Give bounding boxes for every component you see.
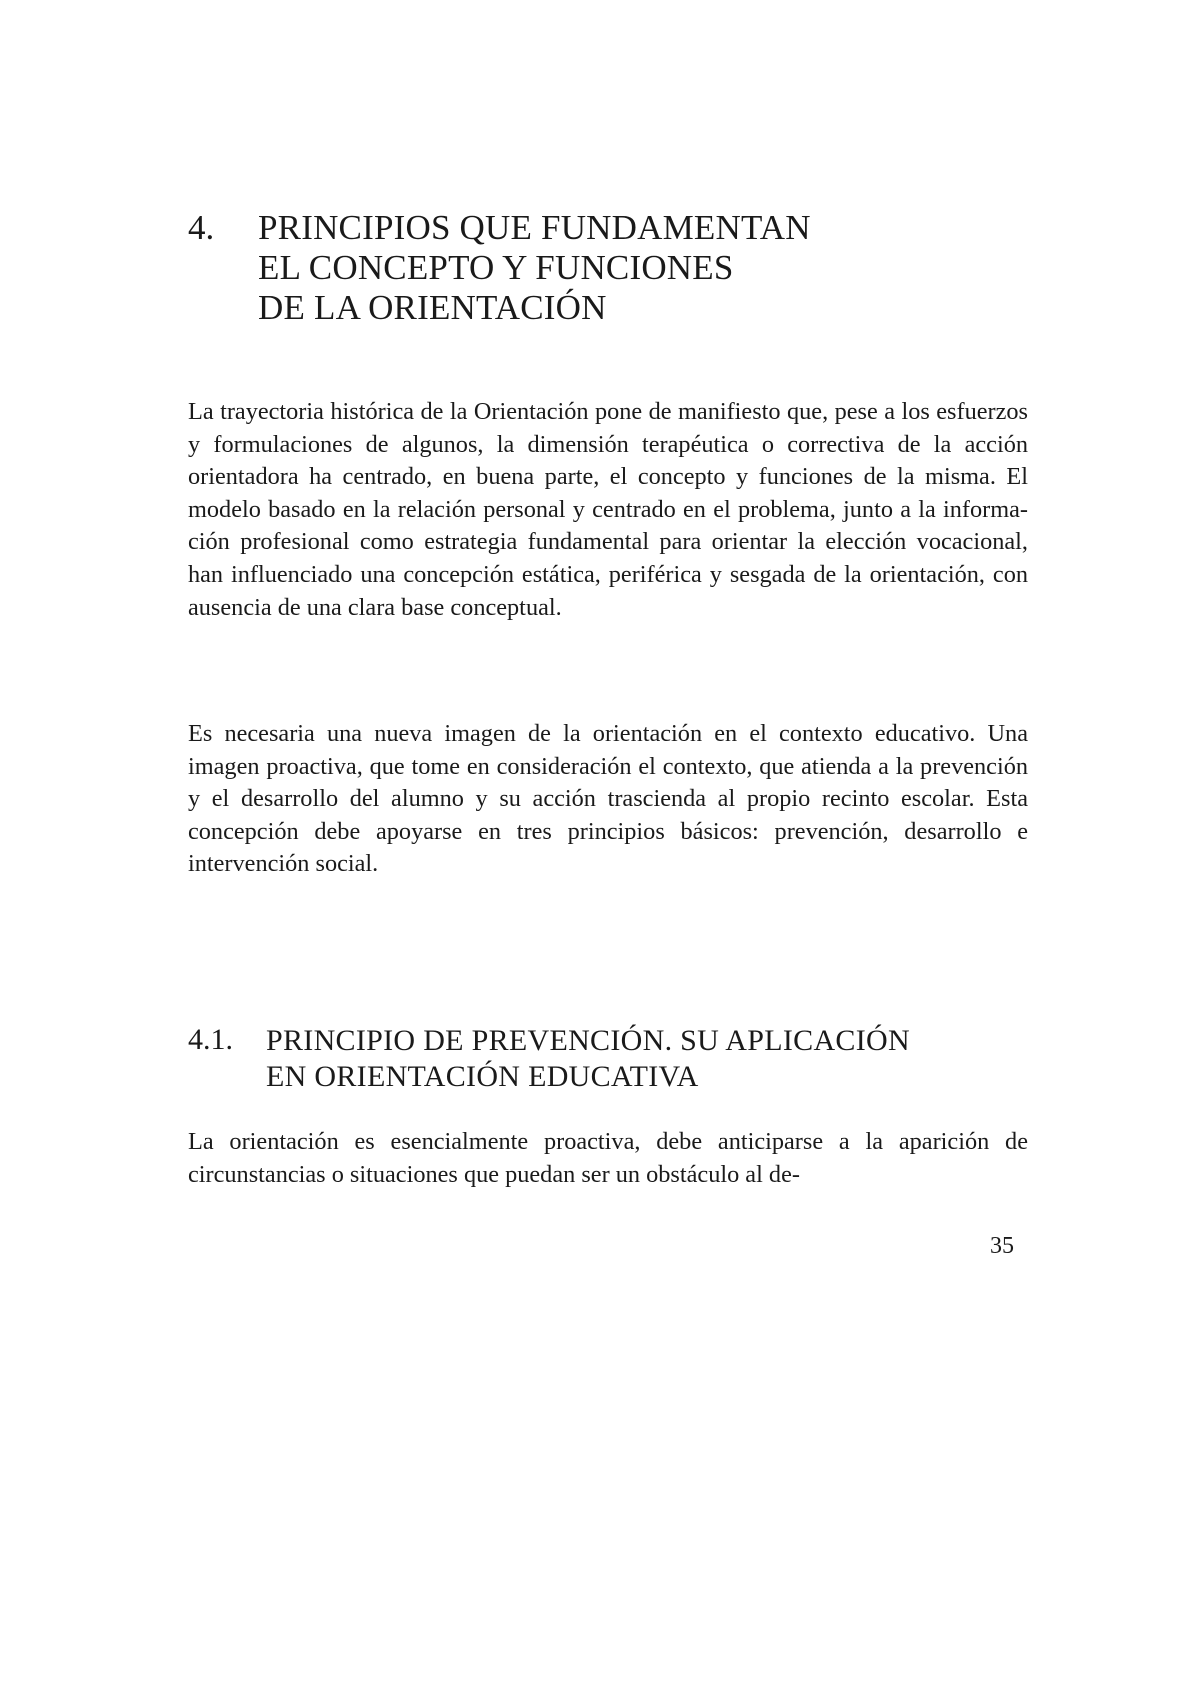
body-paragraph: Es necesaria una nueva imagen de la orientación en el contexto educativo. Una imagen proactiva, que tome en consideración el contexto, que atienda a la prevención y el desarrollo del alumno y su acción trascienda al propio recinto escolar. Esta concepción debe apoyarse en tres principios básicos: prevención, desarrollo e intervención social. [188,720,1028,878]
section-title-line: PRINCIPIO DE PREVENCIÓN. SU APLICACIÓN [266,1024,910,1057]
page-number: 35 [990,1233,1014,1259]
chapter-title-line: EL CONCEPTO Y FUNCIONES [258,248,734,287]
body-paragraph: La orientación es esencialmente proactiva, debe anticiparse a la aparición de circunstancias o situaciones que puedan ser un obstáculo al de- [188,1128,1028,1188]
section-number: 4.1. [188,1023,233,1056]
body-paragraph: La trayectoria histórica de la Orientación pone de manifiesto que, pese a los esfuerzos y formulaciones de algunos, la dimensión terapéutica o correctiva de la acción orientadora ha centrado, en buena parte, el concepto y funciones de la misma. El modelo basado en la relación personal y centrado en el problema, junto a la información profesional como estrategia fundamental para orientar la elección vocacional, han influenciado una concepción estática, periférica y sesgada de la orientación, con ausencia de una clara base conceptual. [188,398,1028,621]
section-heading [188,1023,1028,1095]
section-title-line: EN ORIENTACIÓN EDUCATIVA [266,1060,699,1093]
chapter-title [258,208,928,328]
chapter-number: 4. [188,208,215,247]
section-title [266,1023,1028,1095]
chapter-title-line: PRINCIPIOS QUE FUNDAMENTAN [258,208,811,247]
chapter-title-line: DE LA ORIENTACIÓN [258,288,607,327]
chapter-heading [188,208,928,328]
